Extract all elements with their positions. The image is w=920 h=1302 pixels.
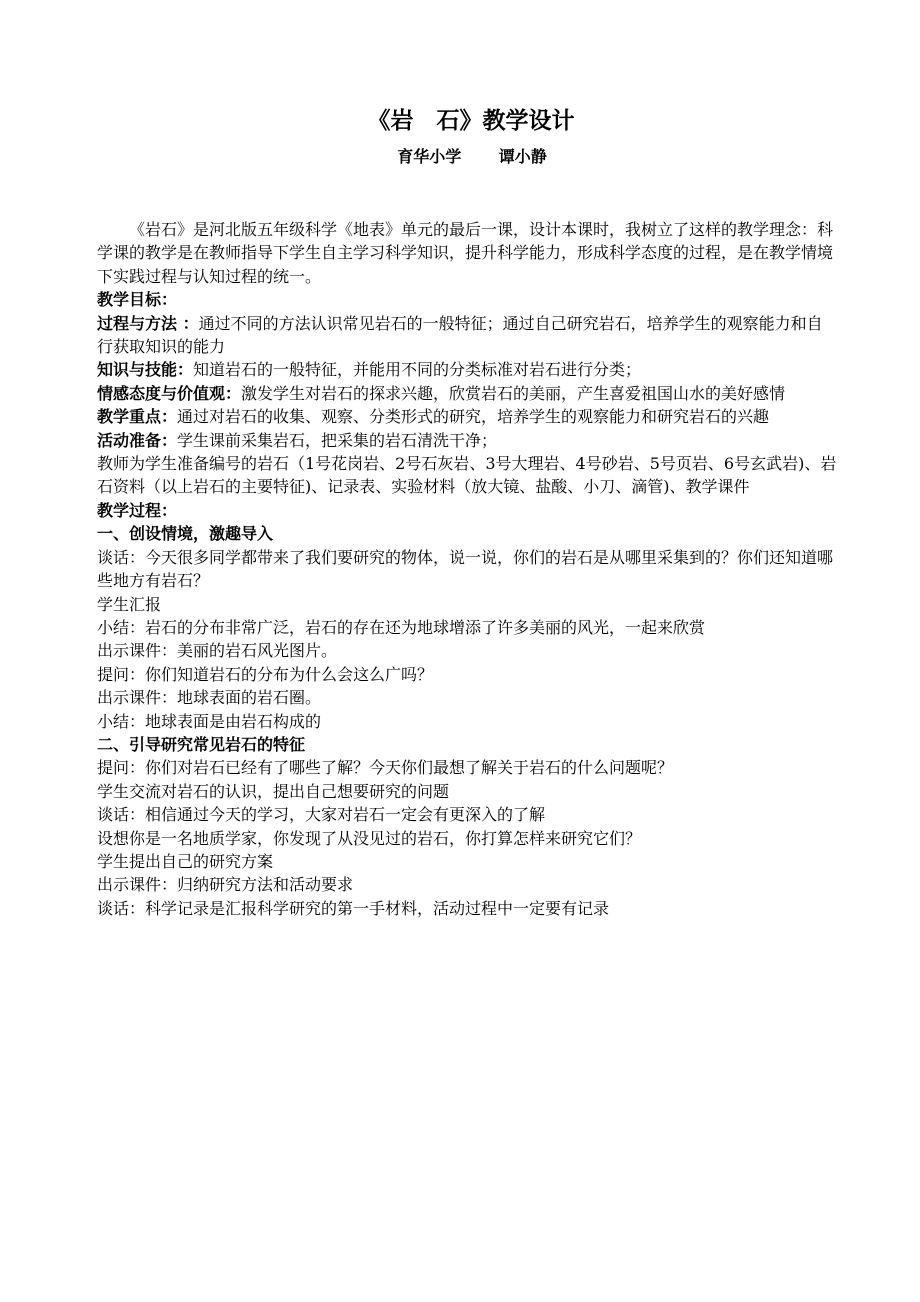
document-title: 《岩 石》教学设计: [367, 108, 575, 134]
goal-knowledge-label: 知识与技能：: [97, 360, 194, 380]
section-1-line: 出示课件：美丽的岩石风光图片。: [97, 641, 338, 661]
goal-emotion: [97, 382, 837, 405]
goal-emotion-label: 情感态度与价值观：: [97, 383, 242, 403]
section-1-heading: 一、创设情境，激趣导入: [97, 524, 274, 544]
section-1-line: 小结：地球表面是由岩石构成的: [97, 711, 322, 731]
goal-process: [97, 312, 837, 359]
goal-process-text: 通过不同的方法认识常见岩石的一般特征；通过自己研究岩石，培养学生的观察能力和自行获取知识的能力: [97, 313, 823, 357]
section-1-line: 学生汇报: [97, 594, 162, 614]
section-2-line: 谈话：相信通过今天的学习，大家对岩石一定会有更深入的了解: [97, 805, 546, 825]
section-2-line: 提问：你们对岩石已经有了哪些了解？今天你们最想了解关于岩石的什么问题呢？: [97, 758, 674, 778]
section-2-line: 谈话：科学记录是汇报科学研究的第一手材料，活动过程中一定要有记录: [97, 898, 610, 918]
goal-emotion-text: 激发学生对岩石的探求兴趣，欣赏岩石的美丽，产生喜爱祖国山水的美好感情: [241, 383, 786, 403]
preparation-label: 活动准备：: [97, 430, 178, 450]
section-1-line: 小结：岩石的分布非常广泛，岩石的存在还为地球增添了许多美丽的风光，一起来欣赏: [97, 617, 706, 637]
preparation-teacher: 教师为学生准备编号的岩石（1号花岗岩、2号石灰岩、3号大理岩、4号砂岩、5号页岩、6号玄武岩)、岩石资料（以上岩石的主要特征)、记录表、实验材料（放大镜、盐酸、小刀、滴管)、教学课件: [97, 454, 837, 497]
goals-heading: 教学目标：: [97, 290, 178, 310]
preparation: [97, 429, 837, 452]
process-heading: 教学过程：: [97, 500, 178, 520]
key-point: [97, 405, 837, 428]
goal-knowledge-text: 知道岩石的一般特征，并能用不同的分类标准对岩石进行分类；: [193, 360, 642, 380]
section-2-line: 学生提出自己的研究方案: [97, 851, 274, 871]
section-2-line: 设想你是一名地质学家，你发现了从没见过的岩石，你打算怎样来研究它们？: [97, 828, 642, 848]
section-1-line: 谈话：今天很多同学都带来了我们要研究的物体，说一说，你们的岩石是从哪里采集到的？你们还知道哪些地方有岩石？: [97, 547, 834, 591]
section-1-line: 提问：你们知道岩石的分布为什么会这么广吗？: [97, 664, 434, 684]
preparation-text: 学生课前采集岩石，把采集的岩石清洗干净；: [177, 430, 498, 450]
section-2-line: 学生交流对岩石的认识，提出自己想要研究的问题: [97, 781, 450, 801]
goal-process-label: 过程与方法 ：: [97, 313, 199, 333]
document-body: [97, 218, 837, 920]
document-page: [97, 104, 837, 920]
goal-knowledge: [97, 358, 837, 381]
intro-paragraph: 《岩石》是河北版五年级科学《地表》单元的最后一课，设计本课时，我树立了这样的教学理念：科学课的教学是在教师指导下学生自主学习科学知识，提升科学能力，形成科学态度的过程，是在教学情境下实践过程与认知过程的统一。: [97, 220, 834, 286]
key-point-label: 教学重点：: [97, 407, 178, 427]
section-2-heading: 二、引导研究常见岩石的特征: [97, 734, 306, 754]
key-point-text: 通过对岩石的收集、观察、分类形式的研究，培养学生的观察能力和研究岩石的兴趣: [177, 407, 770, 427]
section-2-line: 出示课件：归纳研究方法和活动要求: [97, 875, 354, 895]
document-author: 育华小学 谭小静: [397, 147, 547, 166]
section-1-line: 出示课件：地球表面的岩石圈。: [97, 688, 322, 708]
